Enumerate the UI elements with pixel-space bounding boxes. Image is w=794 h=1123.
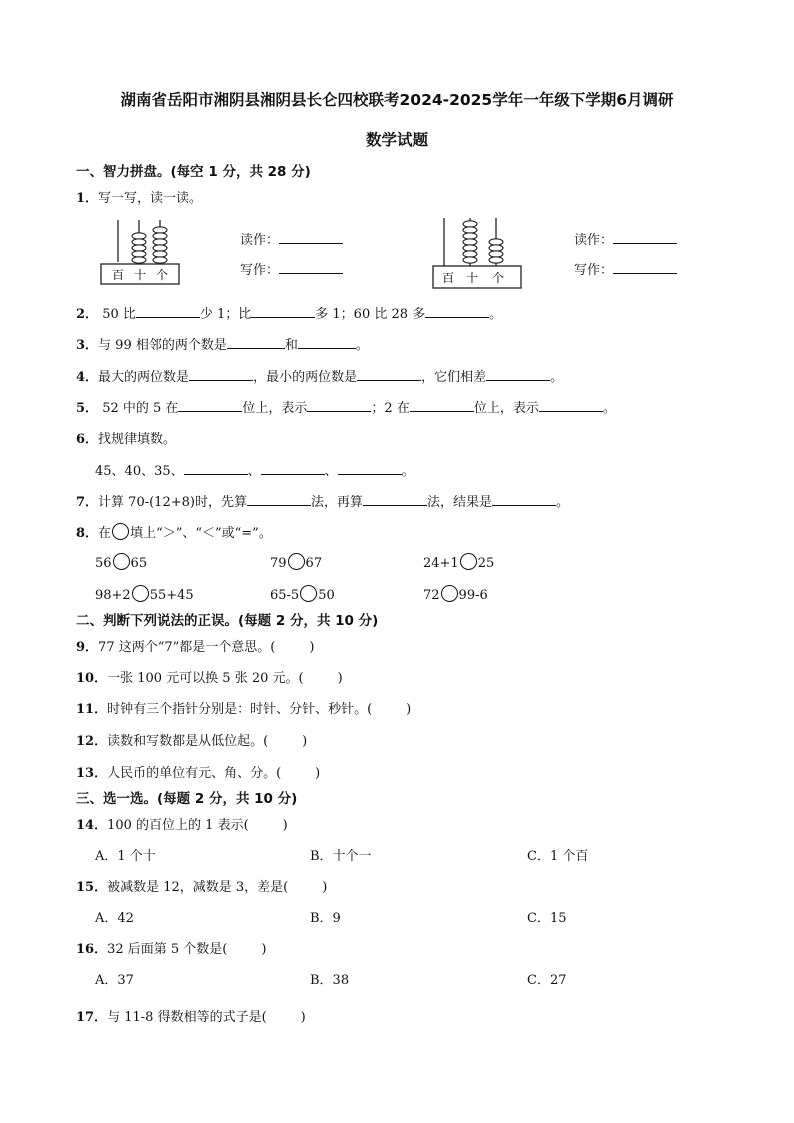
answer-blank[interactable] <box>613 231 677 244</box>
question-11: 11．时钟有三个指针分别是：时针、分针、秒针。( ) <box>76 702 412 717</box>
abacus-1-label-hundreds: 百 <box>112 268 125 282</box>
question-9: 9．77 这两个“7”都是一个意思。( ) <box>76 640 315 655</box>
answer-blank[interactable] <box>539 399 603 412</box>
compare-circle[interactable] <box>300 585 317 602</box>
abacus-1-write: 写作： <box>240 259 343 278</box>
option-b[interactable]: B．9 <box>310 911 341 926</box>
answer-blank[interactable] <box>307 399 371 412</box>
compare-circle[interactable] <box>132 585 149 602</box>
question-16: 16．32 后面第 5 个数是( ) <box>76 942 267 957</box>
answer-blank[interactable] <box>298 336 356 349</box>
answer-blank[interactable] <box>410 399 474 412</box>
answer-blank[interactable] <box>189 368 253 381</box>
compare-item: 98+2 55+45 <box>95 585 194 603</box>
option-a[interactable]: A．42 <box>95 911 134 926</box>
answer-blank[interactable] <box>425 305 489 318</box>
question-2: 2． 50 比 少 1；比 多 1；60 比 28 多 。 <box>76 307 503 322</box>
abacus-2-write: 写作： <box>574 259 677 278</box>
compare-circle[interactable] <box>460 553 477 570</box>
answer-blank[interactable] <box>184 462 248 475</box>
question-1: 1．写一写，读一读。 <box>76 191 203 206</box>
compare-circle <box>112 523 129 540</box>
section-2-heading: 二、判断下列说法的正误。(每题 2 分，共 10 分) <box>76 613 379 629</box>
answer-blank[interactable] <box>492 493 556 506</box>
question-14: 14．100 的百位上的 1 表示( ) <box>76 818 288 833</box>
question-8: 8．在 填上“＞”、“＜”或“=”。 <box>76 522 272 541</box>
option-c[interactable]: C．15 <box>527 911 567 926</box>
answer-blank[interactable] <box>279 231 343 244</box>
answer-blank[interactable] <box>486 368 550 381</box>
option-a[interactable]: A．37 <box>95 973 134 988</box>
compare-item: 24+1 25 <box>423 553 494 571</box>
option-b[interactable]: B．十个一 <box>310 849 372 864</box>
question-3: 3．与 99 相邻的两个数是 和 。 <box>76 338 369 353</box>
abacus-2-read: 读作： <box>574 229 677 248</box>
answer-blank[interactable] <box>613 261 677 274</box>
answer-blank[interactable] <box>261 462 325 475</box>
page-title: 湖南省岳阳市湘阴县湘阴县长仑四校联考2024-2025学年一年级下学期6月调研 <box>120 91 674 109</box>
question-13: 13．人民币的单位有元、角、分。( ) <box>76 766 321 781</box>
answer-blank[interactable] <box>247 493 311 506</box>
answer-blank[interactable] <box>363 493 427 506</box>
question-15: 15．被减数是 12，减数是 3，差是( ) <box>76 880 328 895</box>
abacus-2-label-tens: 十 <box>466 271 479 285</box>
compare-item: 65-5 50 <box>270 585 335 603</box>
page-subtitle: 数学试题 <box>365 131 428 149</box>
question-6: 6．找规律填数。 <box>76 432 177 447</box>
answer-blank[interactable] <box>251 305 315 318</box>
question-12: 12．读数和写数都是从低位起。( ) <box>76 734 308 749</box>
option-c[interactable]: C．27 <box>527 973 567 988</box>
compare-item: 79 67 <box>270 553 322 571</box>
answer-blank[interactable] <box>338 462 402 475</box>
section-1-heading: 一、智力拼盘。(每空 1 分，共 28 分) <box>76 164 311 180</box>
compare-item: 72 99-6 <box>423 585 488 603</box>
answer-blank[interactable] <box>279 261 343 274</box>
question-10: 10．一张 100 元可以换 5 张 20 元。( ) <box>76 671 343 686</box>
compare-circle[interactable] <box>113 553 130 570</box>
abacus-2-label-ones: 个 <box>492 271 505 285</box>
question-6-sequence: 45、40、35、 、 、 。 <box>95 464 415 479</box>
abacus-2-label-hundreds: 百 <box>442 271 455 285</box>
compare-item: 56 65 <box>95 553 147 571</box>
compare-circle[interactable] <box>288 553 305 570</box>
abacus-2-image <box>430 216 524 292</box>
question-5: 5． 52 中的 5 在 位上，表示 ；2 在 位上，表示 。 <box>76 401 616 416</box>
abacus-1-image <box>98 216 182 292</box>
option-a[interactable]: A．1 个十 <box>95 849 156 864</box>
abacus-1-label-ones: 个 <box>156 268 169 282</box>
question-7: 7．计算 70-(12+8)时，先算 法，再算 法，结果是 。 <box>76 495 570 510</box>
option-c[interactable]: C．1 个百 <box>527 849 589 864</box>
question-4: 4．最大的两位数是 ，最小的两位数是 ，它们相差 。 <box>76 370 564 385</box>
compare-circle[interactable] <box>441 585 458 602</box>
answer-blank[interactable] <box>136 305 200 318</box>
question-17: 17．与 11-8 得数相等的式子是( ) <box>76 1010 306 1025</box>
abacus-1-read: 读作： <box>240 229 343 248</box>
answer-blank[interactable] <box>227 336 285 349</box>
abacus-1-label-tens: 十 <box>134 268 147 282</box>
answer-blank[interactable] <box>178 399 242 412</box>
answer-blank[interactable] <box>357 368 421 381</box>
section-3-heading: 三、选一选。(每题 2 分，共 10 分) <box>76 791 298 807</box>
option-b[interactable]: B．38 <box>310 973 350 988</box>
